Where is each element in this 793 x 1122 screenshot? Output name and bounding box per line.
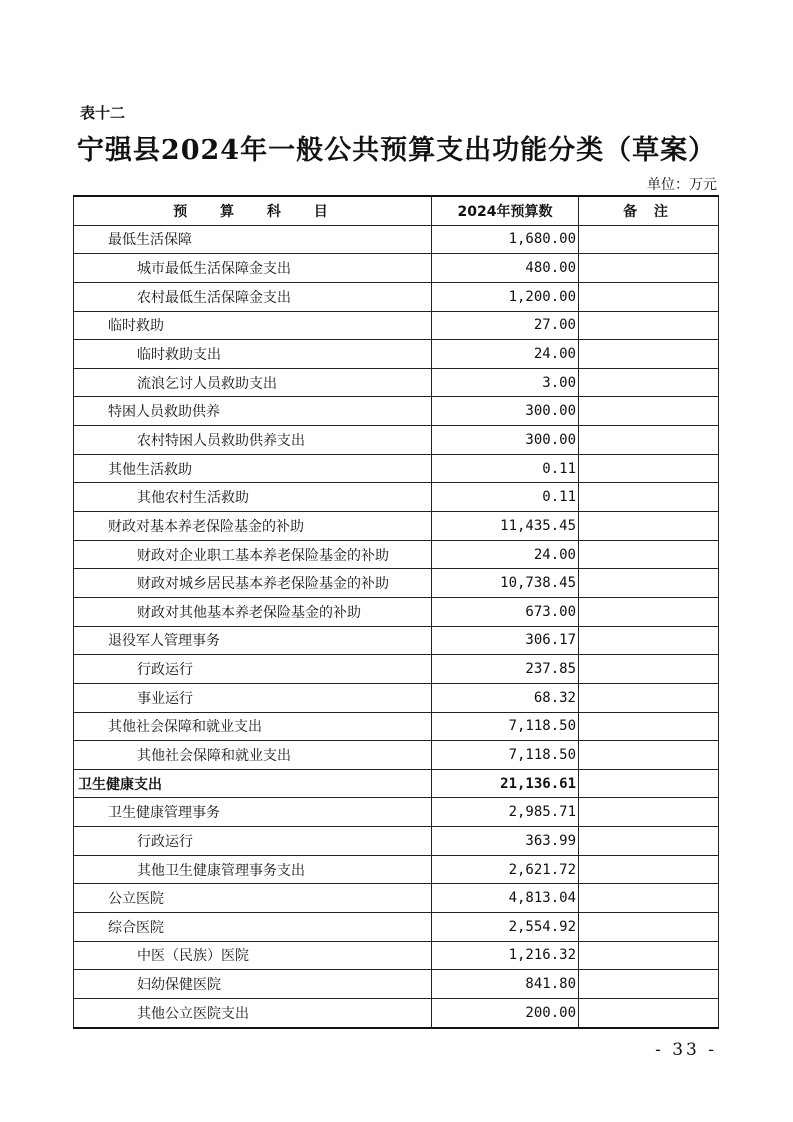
row-remarks	[579, 454, 719, 483]
table-row	[74, 626, 719, 655]
row-remarks	[579, 798, 719, 827]
header-remarks: 备 注	[579, 196, 719, 225]
table-row	[74, 569, 719, 598]
row-budget-amount: 300.00	[432, 397, 579, 426]
row-budget-amount: 10,738.45	[432, 569, 579, 598]
row-remarks	[579, 655, 719, 684]
row-budget-item: 行政运行	[74, 655, 432, 684]
row-budget-amount: 27.00	[432, 311, 579, 340]
row-budget-item: 农村最低生活保障金支出	[74, 282, 432, 311]
row-remarks	[579, 769, 719, 798]
row-remarks	[579, 626, 719, 655]
budget-table	[73, 195, 719, 1029]
table-row	[74, 540, 719, 569]
row-budget-item: 临时救助支出	[74, 340, 432, 369]
row-budget-amount: 841.80	[432, 970, 579, 999]
table-row	[74, 254, 719, 283]
header-budget-amount: 2024年预算数	[432, 196, 579, 225]
table-row	[74, 970, 719, 999]
row-budget-amount: 2,985.71	[432, 798, 579, 827]
row-budget-item: 行政运行	[74, 827, 432, 856]
row-remarks	[579, 970, 719, 999]
table-row	[74, 941, 719, 970]
row-budget-amount: 3.00	[432, 368, 579, 397]
row-budget-item: 城市最低生活保障金支出	[74, 254, 432, 283]
table-row	[74, 798, 719, 827]
table-body	[74, 225, 719, 1027]
page-title: 宁强县2024年一般公共预算支出功能分类（草案）	[76, 135, 717, 166]
row-budget-item: 卫生健康支出	[74, 769, 432, 798]
row-budget-amount: 21,136.61	[432, 769, 579, 798]
row-budget-item: 综合医院	[74, 913, 432, 942]
row-budget-item: 农村特困人员救助供养支出	[74, 426, 432, 455]
row-budget-amount: 1,200.00	[432, 282, 579, 311]
row-budget-amount: 2,621.72	[432, 855, 579, 884]
row-budget-amount: 7,118.50	[432, 741, 579, 770]
row-budget-amount: 0.11	[432, 483, 579, 512]
row-remarks	[579, 941, 719, 970]
row-budget-item: 最低生活保障	[74, 225, 432, 254]
row-budget-item: 事业运行	[74, 683, 432, 712]
row-budget-amount: 2,554.92	[432, 913, 579, 942]
row-remarks	[579, 397, 719, 426]
row-budget-amount: 237.85	[432, 655, 579, 684]
row-budget-amount: 300.00	[432, 426, 579, 455]
table-row	[74, 827, 719, 856]
table-row	[74, 483, 719, 512]
row-budget-item: 特困人员救助供养	[74, 397, 432, 426]
table-label: 表十二	[80, 104, 126, 122]
table-row	[74, 741, 719, 770]
table-row	[74, 998, 719, 1027]
row-budget-item: 卫生健康管理事务	[74, 798, 432, 827]
row-budget-item: 财政对城乡居民基本养老保险基金的补助	[74, 569, 432, 598]
table-row	[74, 884, 719, 913]
row-budget-item: 中医（民族）医院	[74, 941, 432, 970]
row-budget-amount: 363.99	[432, 827, 579, 856]
row-budget-item: 财政对其他基本养老保险基金的补助	[74, 597, 432, 626]
table-row	[74, 597, 719, 626]
row-budget-amount: 24.00	[432, 340, 579, 369]
row-remarks	[579, 827, 719, 856]
row-remarks	[579, 683, 719, 712]
table-row	[74, 655, 719, 684]
row-budget-amount: 4,813.04	[432, 884, 579, 913]
table-row	[74, 225, 719, 254]
header-row	[74, 196, 719, 225]
table-row	[74, 512, 719, 541]
row-remarks	[579, 368, 719, 397]
row-budget-item: 财政对基本养老保险基金的补助	[74, 512, 432, 541]
row-budget-amount: 200.00	[432, 998, 579, 1027]
unit-label: 单位：万元	[647, 177, 717, 193]
row-remarks	[579, 712, 719, 741]
row-budget-amount: 673.00	[432, 597, 579, 626]
table-row	[74, 426, 719, 455]
row-budget-amount: 68.32	[432, 683, 579, 712]
row-remarks	[579, 311, 719, 340]
row-budget-item: 其他卫生健康管理事务支出	[74, 855, 432, 884]
row-budget-amount: 24.00	[432, 540, 579, 569]
table-row	[74, 397, 719, 426]
row-budget-item: 临时救助	[74, 311, 432, 340]
row-remarks	[579, 913, 719, 942]
row-budget-item: 其他社会保障和就业支出	[74, 741, 432, 770]
row-remarks	[579, 741, 719, 770]
row-remarks	[579, 340, 719, 369]
row-remarks	[579, 884, 719, 913]
header-budget-item: 预 算 科 目	[74, 196, 432, 225]
row-budget-amount: 7,118.50	[432, 712, 579, 741]
row-remarks	[579, 254, 719, 283]
row-budget-item: 妇幼保健医院	[74, 970, 432, 999]
table-header	[74, 196, 719, 225]
table-row	[74, 454, 719, 483]
row-remarks	[579, 569, 719, 598]
table-row	[74, 368, 719, 397]
page-number: - 33 -	[655, 1040, 717, 1060]
table-row	[74, 712, 719, 741]
row-remarks	[579, 225, 719, 254]
row-budget-amount: 1,216.32	[432, 941, 579, 970]
row-budget-amount: 306.17	[432, 626, 579, 655]
row-budget-amount: 480.00	[432, 254, 579, 283]
row-budget-amount: 0.11	[432, 454, 579, 483]
table-row	[74, 855, 719, 884]
row-remarks	[579, 855, 719, 884]
row-remarks	[579, 282, 719, 311]
table-row	[74, 282, 719, 311]
row-remarks	[579, 540, 719, 569]
row-budget-item: 其他农村生活救助	[74, 483, 432, 512]
row-remarks	[579, 597, 719, 626]
table-row	[74, 769, 719, 798]
row-budget-item: 流浪乞讨人员救助支出	[74, 368, 432, 397]
row-budget-item: 退役军人管理事务	[74, 626, 432, 655]
row-budget-item: 其他公立医院支出	[74, 998, 432, 1027]
table-row	[74, 683, 719, 712]
row-budget-item: 其他社会保障和就业支出	[74, 712, 432, 741]
row-remarks	[579, 512, 719, 541]
row-budget-item: 其他生活救助	[74, 454, 432, 483]
row-budget-amount: 1,680.00	[432, 225, 579, 254]
table-row	[74, 340, 719, 369]
row-budget-item: 公立医院	[74, 884, 432, 913]
row-remarks	[579, 483, 719, 512]
table-row	[74, 311, 719, 340]
row-budget-item: 财政对企业职工基本养老保险基金的补助	[74, 540, 432, 569]
row-remarks	[579, 998, 719, 1027]
row-budget-amount: 11,435.45	[432, 512, 579, 541]
table-row	[74, 913, 719, 942]
row-remarks	[579, 426, 719, 455]
